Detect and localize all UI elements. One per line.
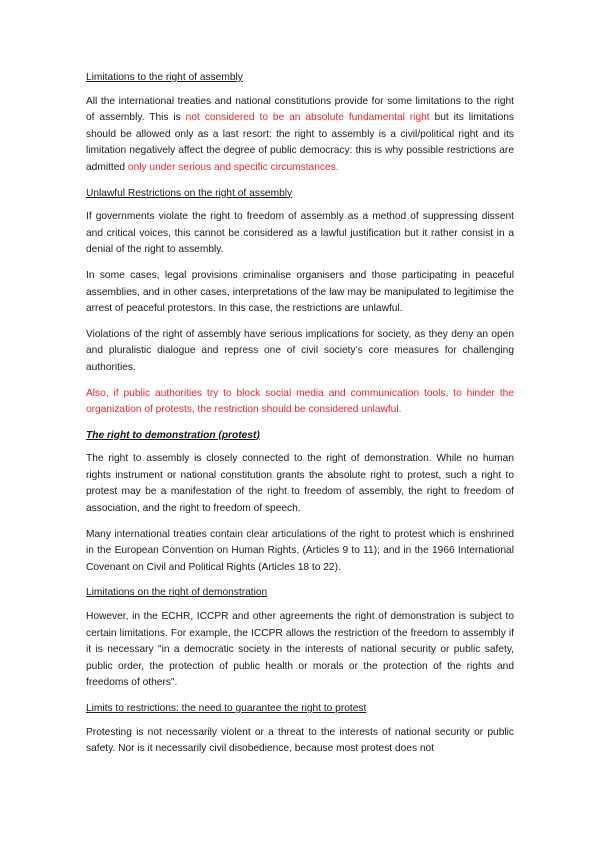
- section-heading-limitations-assembly: Limitations to the right of assembly: [86, 72, 243, 83]
- highlighted-paragraph: Also, if public authorities try to block social media and communication tools, to hinder the organization of protests, the restriction should be considered unlawful.: [86, 387, 514, 416]
- section-heading-limits-to-restrictions: Limits to restrictions: the need to guarantee the right to protest: [86, 703, 367, 714]
- paragraph: However, in the ECHR, ICCPR and other agreements the right of demonstration is subject to certain limitations. For example, the ICCPR allows the restriction of the freedom to assembly if it is necessary "in a democratic society in the interests of national security or public safety, public order, the protection of public health or morals or the protection of the rights and freedoms of others".: [86, 611, 514, 689]
- paragraph: Many international treaties contain clear articulations of the right to protest which is enshrined in the European Convention on Human Rights, (Articles 9 to 11); and in the 1966 International Covenant on Civil and Political Rights (Articles 18 to 22).: [86, 528, 514, 573]
- paragraph: In some cases, legal provisions criminalise organisers and those participating in peaceful assemblies, and in other cases, interpretations of the law may be manipulated to legitimise the arrest of peaceful protestors. In this case, the restrictions are unlawful.: [86, 269, 514, 315]
- section-heading-unlawful-restrictions: Unlawful Restrictions on the right of assembly: [86, 187, 293, 199]
- highlighted-text: only under serious and specific circumstances.: [127, 161, 339, 173]
- paragraph: Protesting is not necessarily violent or a threat to the interests of national security or public safety. Nor is it necessarily civil disobedience, because most protest does not: [86, 726, 514, 755]
- section-heading-limitations-demonstration: Limitations on the right of demonstration: [86, 587, 268, 599]
- paragraph: If governments violate the right to freedom of assembly as a method of suppressing dissent and critical voices, this cannot be considered as a lawful justification but it rather consist in a denial of the right to assembly.: [86, 211, 514, 256]
- paragraph-limitations-assembly: [86, 94, 514, 177]
- section-heading-right-to-demonstration: The right to demonstration (protest): [86, 429, 260, 441]
- paragraph: The right to assembly is closely connected to the right of demonstration. While no human rights instrument or national constitution grants the absolute right to protest, such a right to protest may be a manifestation of the right to freedom of assembly, the right to freedom of association, and the right to freedom of speech.: [86, 453, 514, 515]
- text-run: All the international treaties and national constitutions provide for some limitations to the right of assembly. This is: [86, 95, 514, 124]
- highlighted-text: not considered to be an absolute fundamental right: [185, 112, 430, 124]
- paragraph: Violations of the right of assembly have serious implications for society, as they deny an open and pluralistic dialogue and repress one of civil society’s core measures for challenging authorities.: [86, 328, 514, 373]
- text-run: but its limitations should be allowed only as a last resort: the right to assembly is a civil/political right and its limitation negatively affect the degree of public democracy: this is why possible restrictions are admitted: [86, 112, 514, 173]
